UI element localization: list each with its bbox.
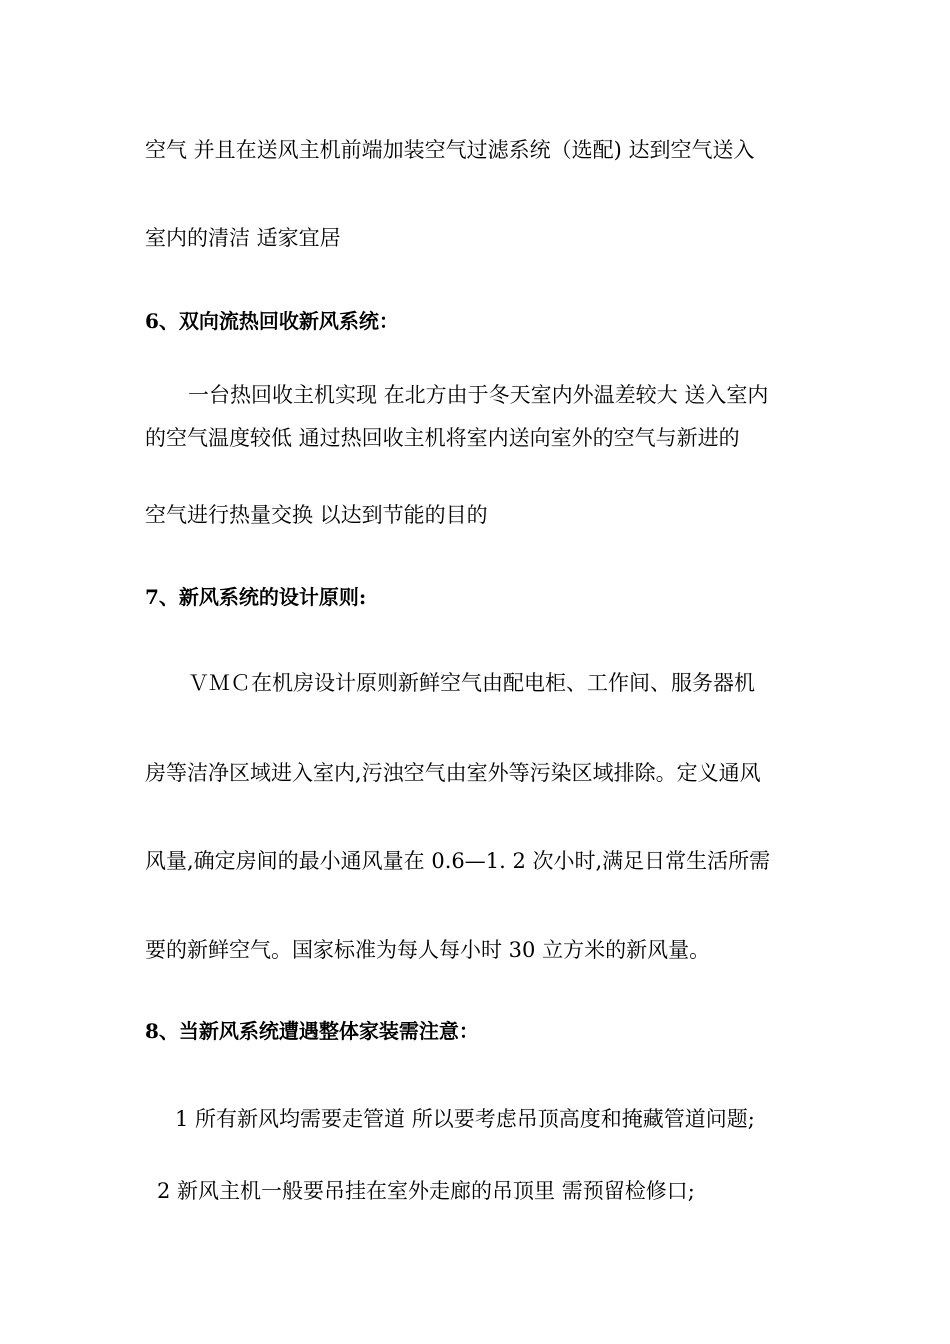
list-item-1: 1 所有新风均需要走管道 所以要考虑吊顶高度和掩藏管道问题; (175, 1107, 755, 1131)
list-item-2: 2 新风主机一般要吊挂在室外走廊的吊顶里 需预留检修口; (157, 1179, 695, 1203)
paragraph-line: ＶＭＣ在机房设计原则新鲜空气由配电柜、工作间、服务器机 (188, 671, 755, 695)
section-heading-8: 8、当新风系统遭遇整体家装需注意： (145, 1019, 479, 1043)
paragraph-line: 要的新鲜空气。国家标准为每人每小时 30 立方米的新风量。 (145, 938, 711, 962)
section-heading-6: 6、双向流热回收新风系统： (145, 309, 399, 333)
paragraph-line: 一台热回收主机实现 在北方由于冬天室内外温差较大 送入室内 (188, 383, 769, 407)
paragraph-line: 空气 并且在送风主机前端加装空气过滤系统（选配) 达到空气送入 (145, 138, 755, 162)
paragraph-line: 空气进行热量交换 以达到节能的目的 (145, 503, 488, 527)
paragraph-line: 室内的清洁 适家宜居 (145, 226, 341, 250)
paragraph-line: 的空气温度较低 通过热回收主机将室内送向室外的空气与新进的 (145, 426, 740, 450)
paragraph-line: 风量,确定房间的最小通风量在 0.6—1. 2 次小时,满足日常生活所需 (145, 849, 771, 873)
paragraph-line: 房等洁净区域进入室内,污浊空气由室外等污染区域排除。定义通风 (145, 761, 761, 785)
section-heading-7: 7、新风系统的设计原则: (145, 585, 367, 609)
